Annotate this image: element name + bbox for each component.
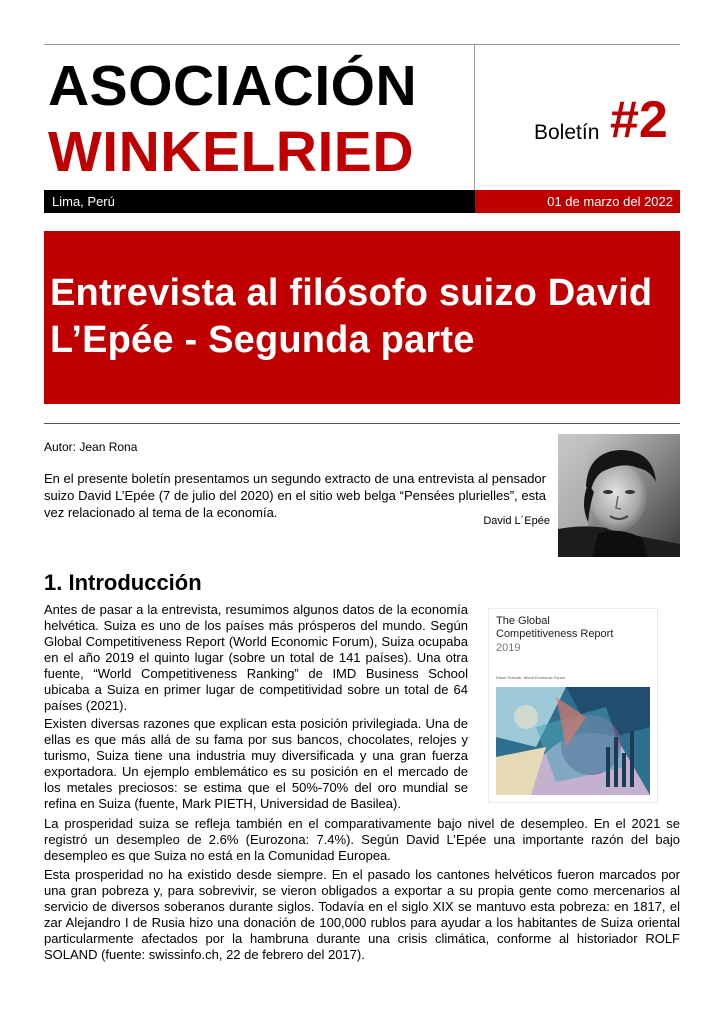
paragraph-4: Esta prosperidad no ha existido desde siempre. En el pasado los cantones helvéticos fueron marcados por una gran pobreza y, para sobrevivir, se vieron obligados a exportar a su propia gente como mercenarios al servicio de diversos soberanos durante siglos. Todavía en el siglo XIX se mantuvo esta pobreza: en 1817, el zar Alejandro I de Rusia hizo una donación de 100,000 rublos para ayudar a los habitantes de Suiza oriental particularmente afectados por la hambruna durante una crisis climática, conforme al historiador ROLF SOLAND (fuente: swissinfo.ch, 22 de febrero del 2017).: [44, 867, 680, 962]
report-cover-image: [488, 608, 658, 803]
report-cover-title-line1: The Global: [496, 615, 550, 627]
paragraph-2: Existen diversas razones que explican esta posición privilegiada. Una de ellas es que más allá de su fama por sus bancos, chocolates, relojes y turismo, Suiza tiene una industria muy diversificada y una gran fuerza exportadora. Un ejemplo emblemático es su posición en el mercado de los metales preciosos: se estima que el 50%-70% del oro mundial se refina en Suiza (fuente, Mark PIETH, Universidad de Basilea).: [44, 716, 468, 811]
masthead-title-line1: ASOCIACIÓN: [48, 54, 418, 118]
issue-number: #2: [610, 91, 668, 149]
section-heading-introduccion: 1. Introducción: [44, 570, 202, 595]
paragraph-1: Antes de pasar a la entrevista, resumimos algunos datos de la economía helvética. Suiza es uno de los países más prósperos del mundo. Según Global Competitiveness Report (World Economic Forum), Suiza ocupaba en el año 2019 el quinto lugar (sobre un total de 141 países). Una otra fuente, “World Competitiveness Ranking” de IMD Business School ubicaba a Suiza en primer lugar de competitividad sobre un total de 64 países (2021).: [44, 602, 468, 713]
location-text: Lima, Perú: [52, 194, 115, 209]
section-separator: [44, 423, 680, 424]
paragraph-3: La prosperidad suiza se refleja también en el comparativamente bajo nivel de desempleo. En el 2021 se registró un desempleo de 2.6% (Eurozona: 7.4%). Según David L’Epée una importante razón del bajo desempleo es que Suiza no está en la Comunidad Europea.: [44, 816, 680, 863]
date-text: 01 de marzo del 2022: [547, 194, 673, 209]
intro-paragraph: En el presente boletín presentamos un segundo extracto de una entrevista al pensador suizo David L’Epée (7 de julio del 2020) en el sitio web belga “Pensées plurielles”, esta vez relacionado al tema de la economía.: [44, 471, 546, 520]
report-cover-title: [496, 615, 613, 641]
masthead-title-line2: WINKELRIED: [48, 120, 414, 184]
report-cover-authors: Klaus Schwab, World Economic Forum: [496, 675, 566, 680]
headline: Entrevista al filósofo suizo David L’Epée - Segunda parte: [50, 272, 653, 361]
report-cover-artwork: [496, 687, 650, 795]
masthead-divider: [474, 44, 475, 190]
report-cover-year: 2019: [496, 642, 521, 654]
author-photo: [558, 434, 680, 557]
photo-caption: David L´Epée: [483, 515, 550, 527]
top-rule: [44, 44, 680, 45]
portrait-image: [558, 434, 680, 557]
boletin-label: Boletín: [534, 121, 600, 144]
report-cover-title-line2: Competitiveness Report: [496, 628, 614, 640]
author-line: Autor: Jean Rona: [44, 440, 138, 454]
